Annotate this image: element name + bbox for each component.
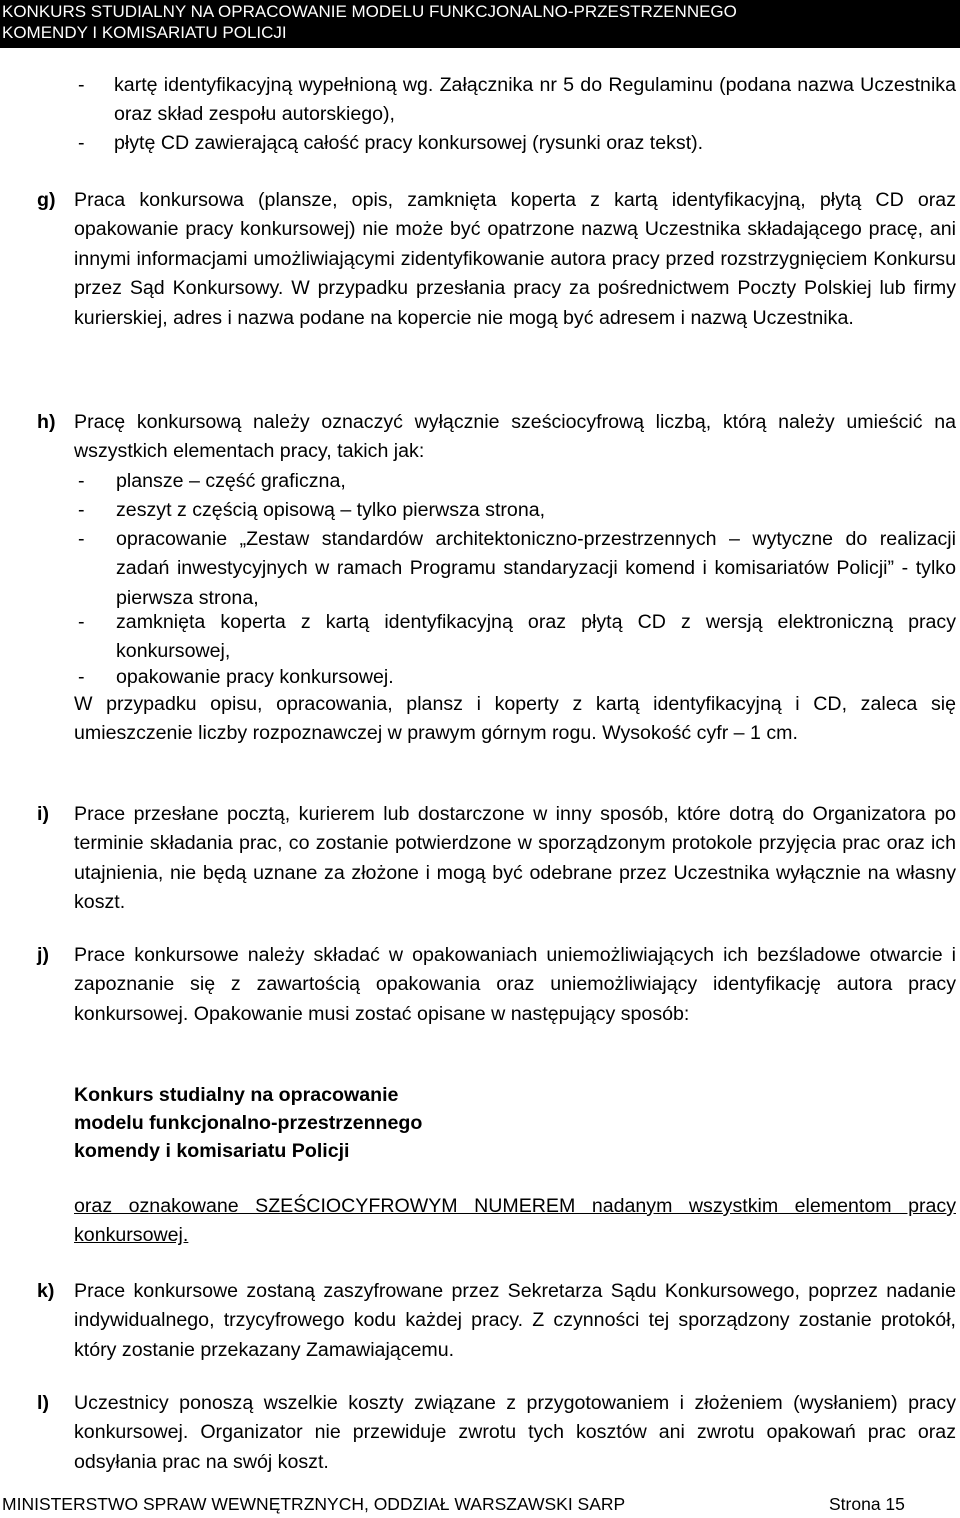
list-item: opracowanie „Zestaw standardów architektoniczno-przestrzennych – wytyczne do realizacji zadań inwestycyjnych w ramach Programu standaryzacji komend i komisariatów Policji” - tylko pierwsza strona, xyxy=(116,528,956,609)
section-marker: g) xyxy=(37,189,56,211)
footer-organization: MINISTERSTWO SPRAW WEWNĘTRZNYCH, ODDZIAŁ WARSZAWSKI SARP xyxy=(2,1494,626,1514)
package-label xyxy=(74,1081,422,1165)
list-dash: - xyxy=(78,666,85,688)
document-footer xyxy=(0,1490,960,1518)
list-dash: - xyxy=(78,132,85,154)
section-marker: i) xyxy=(37,803,49,825)
list-dash: - xyxy=(78,74,85,96)
section-text: Pracę konkursową należy oznaczyć wyłącznie sześciocyfrową liczbą, którą należy umieścić na wszystkich elementach pracy, takich jak: xyxy=(74,411,956,463)
package-label-line: Konkurs studialny na opracowanie xyxy=(74,1084,399,1106)
section-marker: k) xyxy=(37,1280,55,1302)
section-text: Prace konkursowe zostaną zaszyfrowane przez Sekretarza Sądu Konkursowego, poprzez nadanie indywidualnego, trzycyfrowego kodu każdej pracy. Z czynności tej sporządzony zostanie protokół, który zostanie przekazany Zamawiającemu. xyxy=(74,1280,956,1361)
section-text: Prace przesłane pocztą, kurierem lub dostarczone w inny sposób, które dotrą do Organizatora po terminie składania prac, co zostanie potwierdzone w sporządzonym protokole przyjęcia prac oraz ich utajnienia, nie będą uznane za złożone i mogą być odebrane przez Uczestnika wyłącznie na własny koszt. xyxy=(74,803,956,914)
list-item: zamknięta koperta z kartą identyfikacyjną oraz płytą CD z wersją elektroniczną pracy konkursowej, xyxy=(116,611,956,663)
list-dash: - xyxy=(78,499,85,521)
section-marker: j) xyxy=(37,944,49,966)
underlined-text: oraz oznakowane SZEŚCIOCYFROWYM NUMEREM nadanym wszystkim elementom pracy konkursowej. xyxy=(74,1195,956,1247)
document-header xyxy=(0,0,960,48)
list-dash: - xyxy=(78,611,85,633)
package-label-line: komendy i komisariatu Policji xyxy=(74,1140,350,1162)
header-line-1: KONKURS STUDIALNY NA OPRACOWANIE MODELU FUNKCJONALNO-PRZESTRZENNEGO xyxy=(2,2,737,21)
package-label-line: modelu funkcjonalno-przestrzennego xyxy=(74,1112,423,1134)
section-text: Praca konkursowa (plansze, opis, zamknięta koperta z kartą identyfikacyjną, płytą CD oraz opakowanie pracy konkursowej) nie może być opatrzone nazwą Uczestnika składającego pracę, ani innymi informacjami umożliwiającymi zidentyfikowanie autora pracy przed rozstrzygnięciem Konkursu przez Sąd Konkursowy. W przypadku przesłania pracy za pośrednictwem Poczty Polskiej lub firmy kurierskiej, adres i nazwa podane na kopercie nie mogą być adresem i nazwą Uczestnika. xyxy=(74,189,956,329)
page-number: Strona 15 xyxy=(829,1494,905,1514)
list-item: zeszyt z częścią opisową – tylko pierwsza strona, xyxy=(116,499,546,521)
header-line-2: KOMENDY I KOMISARIATU POLICJI xyxy=(2,23,287,42)
section-text: Prace konkursowe należy składać w opakowaniach uniemożliwiających ich bezśladowe otwarcie i zapoznanie się z zawartością opakowania oraz uniemożliwiający identyfikację autora pracy konkursowej. Opakowanie musi zostać opisane w następujący sposób: xyxy=(74,944,956,1025)
section-text: W przypadku opisu, opracowania, plansz i koperty z kartą identyfikacyjną i CD, zaleca się umieszczenie liczby rozpoznawczej w prawym górnym rogu. Wysokość cyfr – 1 cm. xyxy=(74,693,956,745)
section-marker: h) xyxy=(37,411,56,433)
list-dash: - xyxy=(78,528,85,550)
list-item: plansze – część graficzna, xyxy=(116,470,346,492)
list-item: opakowanie pracy konkursowej. xyxy=(116,666,394,688)
list-dash: - xyxy=(78,470,85,492)
section-marker: l) xyxy=(37,1392,49,1414)
list-item: kartę identyfikacyjną wypełnioną wg. Załącznika nr 5 do Regulaminu (podana nazwa Uczestnika oraz skład zespołu autorskiego), xyxy=(114,74,956,126)
section-text: Uczestnicy ponoszą wszelkie koszty związane z przygotowaniem i złożeniem (wysłaniem) pracy konkursowej. Organizator nie przewiduje zwrotu tych kosztów ani zwrotu opakowań prac oraz odsyłania prac na swój koszt. xyxy=(74,1392,956,1473)
list-item: płytę CD zawierającą całość pracy konkursowej (rysunki oraz tekst). xyxy=(114,132,704,154)
